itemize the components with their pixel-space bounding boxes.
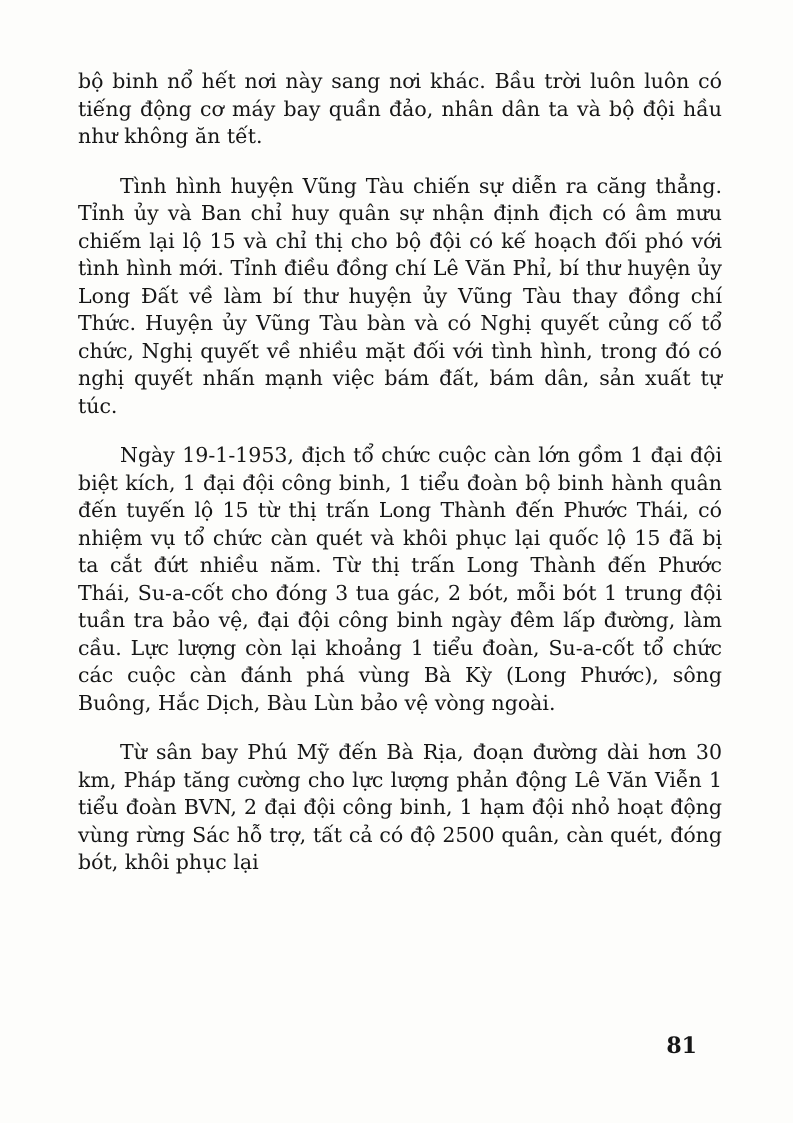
paragraph-2: Tình hình huyện Vũng Tàu chiến sự diễn ra căng thẳng. Tỉnh ủy và Ban chỉ huy quân sự nhận định địch có âm mưu chiếm lại lộ 15 và chỉ thị cho bộ đội có kế hoạch đối phó với tình hình mới. Tỉnh điều đồng chí Lê Văn Phỉ, bí thư huyện ủy Long Đất về làm bí thư huyện ủy Vũng Tàu thay đồng chí Thức. Huyện ủy Vũng Tàu bàn và có Nghị quyết củng cố tổ chức, Nghị quyết về nhiều mặt đối với tình hình, trong đó có nghị quyết nhấn mạnh việc bám đất, bám dân, sản xuất tự túc. [78,173,722,418]
paragraph-4: Từ sân bay Phú Mỹ đến Bà Rịa, đoạn đường dài hơn 30 km, Pháp tăng cường cho lực lượng phản động Lê Văn Viễn 1 tiểu đoàn BVN, 2 đại đội công binh, 1 hạm đội nhỏ hoạt động vùng rừng Sác hỗ trợ, tất cả có độ 2500 quân, càn quét, đóng bót, khôi phục lại [78,740,722,874]
body-text [78,68,722,877]
page-number: 81 [666,1033,697,1059]
paragraph-1: bộ binh nổ hết nơi này sang nơi khác. Bầu trời luôn luôn có tiếng động cơ máy bay quần đảo, nhân dân ta và bộ đội hầu như không ăn tết. [78,69,722,148]
paragraph-3: Ngày 19-1-1953, địch tổ chức cuộc càn lớn gồm 1 đại đội biệt kích, 1 đại đội công binh, 1 tiểu đoàn bộ binh hành quân đến tuyến lộ 15 từ thị trấn Long Thành đến Phước Thái, có nhiệm vụ tổ chức càn quét và khôi phục lại quốc lộ 15 đã bị ta cắt đứt nhiều năm. Từ thị trấn Long Thành đến Phước Thái, Su-a-cốt cho đóng 3 tua gác, 2 bót, mỗi bót 1 trung đội tuần tra bảo vệ, đại đội công binh ngày đêm lấp đường, làm cầu. Lực lượng còn lại khoảng 1 tiểu đoàn, Su-a-cốt tổ chức các cuộc càn đánh phá vùng Bà Kỳ (Long Phước), sông Buông, Hắc Dịch, Bàu Lùn bảo vệ vòng ngoài. [78,443,722,715]
